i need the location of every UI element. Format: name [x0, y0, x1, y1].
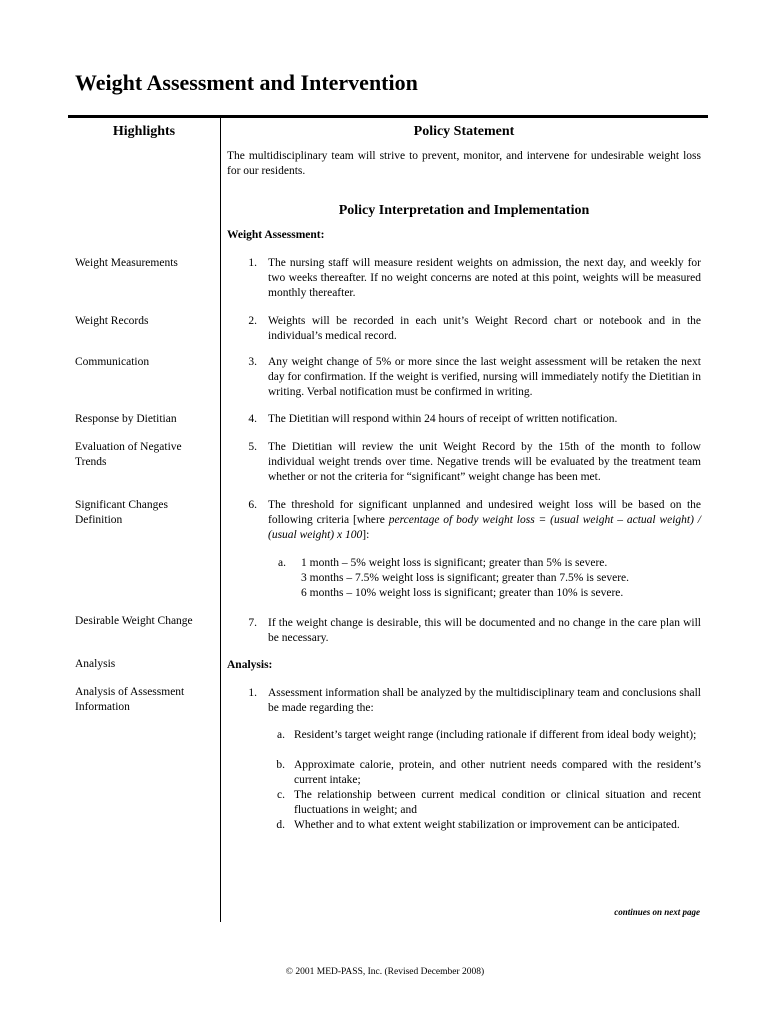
- list-letter: d.: [276, 819, 285, 831]
- continues-note: continues on next page: [614, 907, 700, 917]
- sidebar-significant-changes-definition: Significant Changes Definition: [75, 499, 168, 526]
- sidebar-analysis-of-assessment-information: Analysis of Assessment Information: [75, 686, 185, 713]
- weight-loss-formula: percentage of body weight loss = (usual weight – actual weight) / (usual weight) x 100: [268, 514, 701, 541]
- sidebar-weight-records: Weight Records: [75, 315, 149, 327]
- item-number: 1.: [248, 687, 257, 699]
- item-number: 6.: [248, 499, 257, 511]
- analysis-label: Analysis:: [227, 659, 273, 671]
- sidebar-analysis: Analysis: [75, 658, 116, 670]
- column-divider: [220, 118, 221, 922]
- weight-assessment-label: Weight Assessment:: [227, 229, 325, 241]
- item-text-before: The threshold for significant unplanned and undesired weight loss will be based on the following criteria [where: [268, 499, 701, 526]
- list-letter: a.: [277, 729, 285, 741]
- item-text: Assessment information shall be analyzed by the multidisciplinary team and conclusions shall be made regarding the:: [268, 687, 701, 714]
- item-text: The Dietitian will review the unit Weight Record by the 15th of the month to follow individual weight trends over time. Negative trends will be evaluated by the treatment team whether or not the criteria for “significant” weight change has been met.: [268, 441, 701, 483]
- page-title: Weight Assessment and Intervention: [75, 70, 418, 95]
- list-item: Resident’s target weight range (including rationale if different from ideal body weight);: [294, 729, 697, 741]
- item-text-after: ]:: [362, 529, 370, 541]
- list-letter: c.: [277, 789, 285, 801]
- item-text: The nursing staff will measure resident weights on admission, the next day, and weekly for two weeks thereafter. If no weight concerns are noted at this point, weights will be measured monthly thereafter.: [268, 257, 701, 299]
- item-text: The Dietitian will respond within 24 hours of receipt of written notification.: [268, 413, 618, 425]
- sidebar-desirable-weight-change: Desirable Weight Change: [75, 615, 193, 627]
- footer-copyright: © 2001 MED-PASS, Inc. (Revised December 2008): [285, 967, 485, 977]
- interpretation-heading: Policy Interpretation and Implementation: [338, 203, 590, 218]
- item-number: 4.: [248, 413, 257, 425]
- list-item: Approximate calorie, protein, and other nutrient needs compared with the resident’s current intake;: [294, 759, 701, 786]
- criteria-line: 3 months – 7.5% weight loss is significant; greater than 7.5% is severe.: [301, 572, 630, 584]
- policy-statement-text: The multidisciplinary team will strive to prevent, monitor, and intervene for undesirable weight loss for our residents.: [227, 150, 701, 177]
- item-text: Weights will be recorded in each unit’s Weight Record chart or notebook and in the individual’s medical record.: [268, 315, 701, 342]
- list-item: Whether and to what extent weight stabilization or improvement can be anticipated.: [294, 819, 680, 831]
- item-text: Any weight change of 5% or more since the last weight assessment will be retaken the next day for confirmation. If the weight is verified, nursing will immediately notify the Dietitian in writing. Verbal notification must be confirmed in writing.: [268, 356, 701, 398]
- highlights-heading: Highlights: [112, 124, 176, 139]
- list-letter: b.: [276, 759, 285, 771]
- item-number: 5.: [248, 441, 257, 453]
- sidebar-response-by-dietitian: Response by Dietitian: [75, 413, 177, 425]
- sidebar-evaluation-negative-trends: Evaluation of Negative Trends: [75, 441, 182, 468]
- item-number: 3.: [248, 356, 257, 368]
- criteria-line: 6 months – 10% weight loss is significant; greater than 10% is severe.: [301, 587, 624, 599]
- item-text: If the weight change is desirable, this will be documented and no change in the care plan will be necessary.: [268, 617, 701, 644]
- item-number: 7.: [248, 617, 257, 629]
- item-number: 2.: [248, 315, 257, 327]
- policy-statement-heading: Policy Statement: [413, 124, 515, 139]
- header-rule: [68, 115, 708, 118]
- sidebar-weight-measurements: Weight Measurements: [75, 257, 178, 269]
- criteria-letter: a.: [278, 557, 286, 569]
- item-text: [268, 498, 701, 543]
- item-number: 1.: [248, 257, 257, 269]
- sidebar-communication: Communication: [75, 356, 150, 368]
- criteria-line: 1 month – 5% weight loss is significant; greater than 5% is severe.: [301, 557, 608, 569]
- list-item: The relationship between current medical condition or clinical situation and recent fluctuations in weight; and: [294, 789, 701, 816]
